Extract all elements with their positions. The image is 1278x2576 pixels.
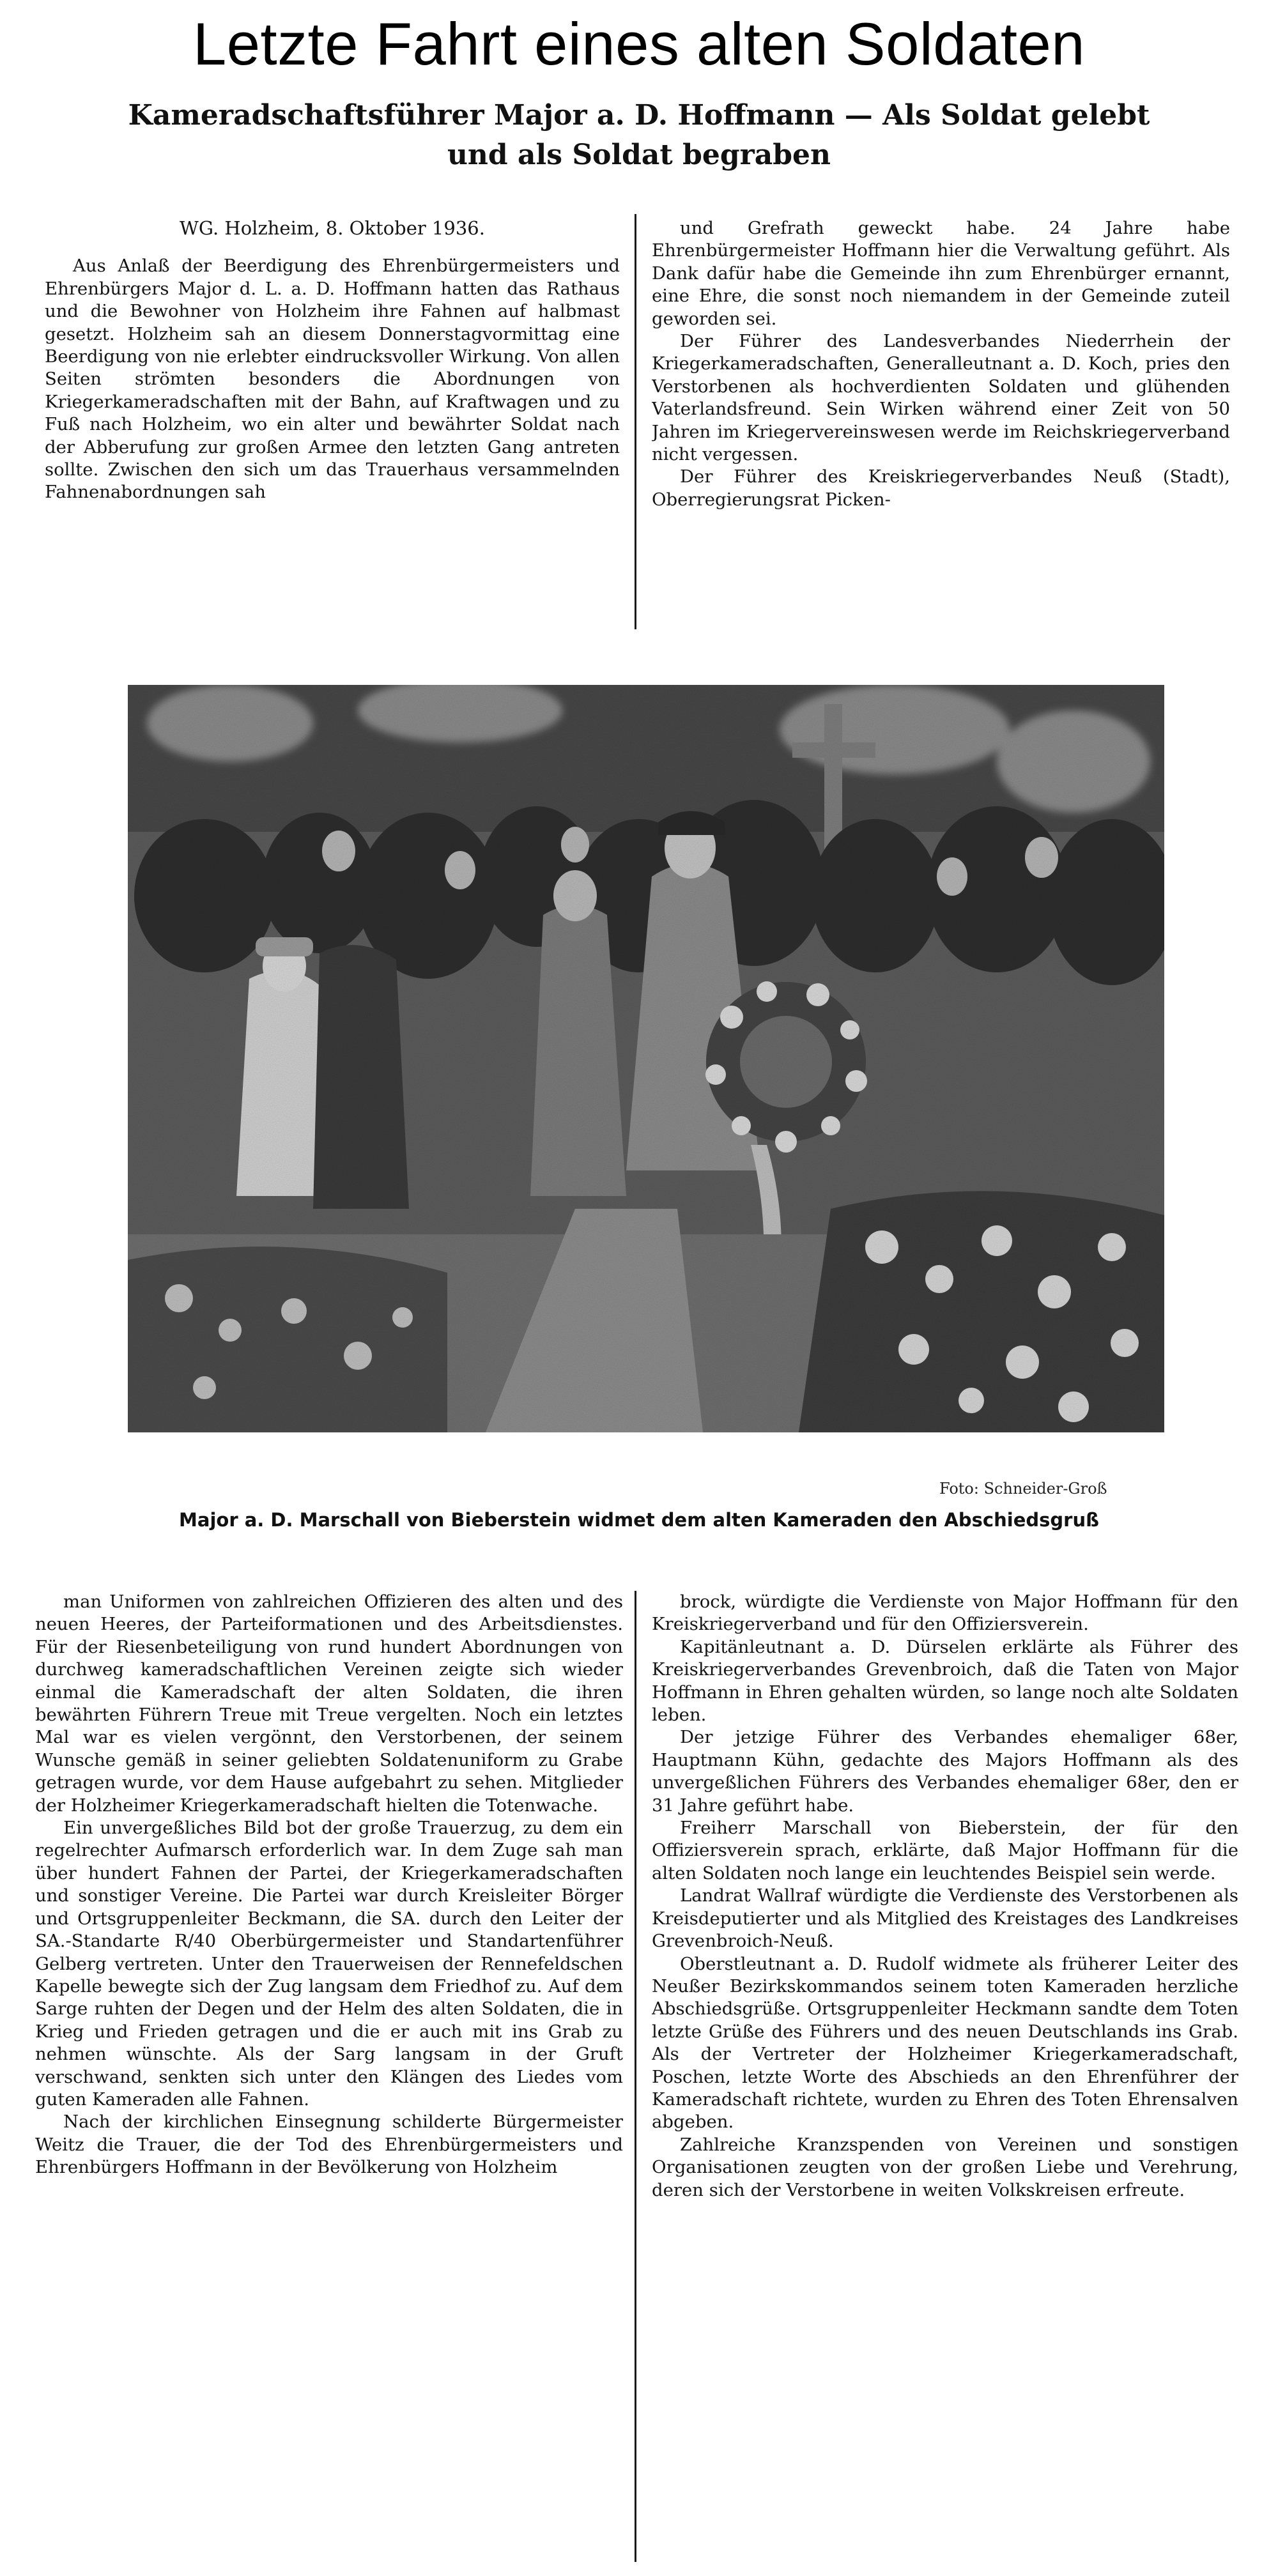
- bottom-right-column: [652, 1591, 1238, 2562]
- paragraph: Landrat Wallraf würdigte die Verdienste des Verstorbenen als Kreisdeputierter und als Mitglied des Kreistages des Landkreises Grevenbroich-Neuß.: [652, 1885, 1238, 1952]
- subtitle-line-2: und als Soldat begraben: [447, 139, 831, 171]
- photo-credit: Foto: Schneider-Groß: [939, 1480, 1107, 1498]
- paragraph: Ein unvergeßliches Bild bot der große Trauerzug, zu dem ein regelrechter Aufmarsch erforderlich war. In dem Zuge sah man über hundert Fahnen der Partei, der Kriegerkameradschaften und sonstiger Vereine. Die Partei war durch Kreisleiter Börger und Ortsgruppenleiter Beckmann, die SA. durch den Leiter der SA.-Standarte R/40 Oberbürgermeister und Standartenführer Gelberg vertreten. Unter den Trauerweisen der Rennefeldschen Kapelle bewegte sich der Zug langsam dem Friedhof zu. Auf dem Sarge ruhten der Degen und der Helm des alten Soldaten, die in Krieg und Frieden getragen und die er auch mit ins Grab zu nehmen wünschte. Als der Sarg langsam in der Gruft verschwand, senkten sich unter den Klängen des Liedes vom guten Kameraden alle Fahnen.: [35, 1818, 623, 2110]
- funeral-photo: [128, 685, 1164, 1432]
- paragraph: Aus Anlaß der Beerdigung des Ehrenbürgermeisters und Ehrenbürgers Major d. L. a. D. Hoffmann hatten das Rathaus und die Bewohner von Holzheim ihre Fahnen auf halbmast gesetzt. Holzheim sah an diesem Donnerstagvormittag eine Beerdigung von nie erlebter eindrucksvoller Wirkung. Von allen Seiten strömten besonders die Abordnungen von Kriegerkameradschaften mit der Bahn, auf Kraftwagen und zu Fuß nach Holzheim, wo ein alter und bewährter Soldat nach der Abberufung zur großen Armee den letzten Gang antreten sollte. Zwischen den sich um das Trauerhaus versammelnden Fahnenabordnungen sah: [45, 256, 620, 503]
- paragraph: Nach der kirchlichen Einsegnung schilderte Bürgermeister Weitz die Trauer, die der Tod des Ehrenbürgermeisters und Ehrenbürgers Hoffmann in der Bevölkerung von Holzheim: [35, 2112, 623, 2178]
- paragraph: Der jetzige Führer des Verbandes ehemaliger 68er, Hauptmann Kühn, gedachte des Majors Hoffmann als des unvergeßlichen Führers des Verbandes ehemaliger 68er, den er 31 Jahre geführt habe.: [652, 1727, 1238, 1816]
- paragraph: Zahlreiche Kranzspenden von Vereinen und sonstigen Organisationen zeugten von der großen Liebe und Verehrung, deren sich der Verstorbene in weiten Volkskreisen erfreute.: [652, 2134, 1238, 2200]
- bottom-left-column: [35, 1591, 623, 2562]
- paragraph: Kapitänleutnant a. D. Dürselen erklärte als Führer des Kreiskriegerverbandes Grevenbroich, daß die Taten von Major Hoffmann in Ehren gehalten würden, so lange noch alte Soldaten leben.: [652, 1636, 1238, 1726]
- subtitle-line-1: Kameradschaftsführer Major a. D. Hoffmann — Als Soldat gelebt: [128, 99, 1150, 132]
- page-title: Letzte Fahrt eines alten Soldaten: [192, 10, 1086, 77]
- dateline: WG. Holzheim, 8. Oktober 1936.: [180, 217, 485, 239]
- column-divider: [635, 1591, 636, 2562]
- paragraph: brock, würdigte die Verdienste von Major Hoffmann für den Kreiskriegerverband und für den Offiziersverein.: [652, 1591, 1238, 1635]
- photo-caption: Major a. D. Marschall von Bieberstein widmet dem alten Kameraden den Abschiedsgruß: [179, 1509, 1099, 1531]
- top-left-column: [45, 217, 620, 626]
- paragraph: Der Führer des Landesverbandes Niederrhein der Kriegerkameradschaften, Generalleutnant a. D. Koch, pries den Verstorbenen als hochverdienten Soldaten und glühenden Vaterlandsfreund. Sein Wirken während einer Zeit von 50 Jahren im Kriegervereinswesen werde im Reichskriegerverband nicht vergessen.: [652, 331, 1230, 465]
- funeral-photo-image: [128, 685, 1164, 1432]
- paragraph: man Uniformen von zahlreichen Offizieren des alten und des neuen Heeres, der Parteiformationen und des Arbeitsdienstes. Für der Riesenbeteiligung von rund hundert Abordnungen von durchweg kameradschaftlichen Vereinen zeigte sich wieder einmal die Kameradschaft der alten Soldaten, die ihren bewährten Führern Treue mit Treue vergelten. Noch ein letztes Mal war es vielen vergönnt, den Verstorbenen, der seinem Wunsche gemäß in seiner geliebten Soldatenuniform zu Grabe getragen wurde, vor dem Hause aufgebahrt zu sehen. Mitglieder der Holzheimer Kriegerkameradschaft hielten die Totenwache.: [35, 1591, 623, 1816]
- paragraph: Freiherr Marschall von Bieberstein, der für den Offiziersverein sprach, erklärte, daß Major Hoffmann für die alten Soldaten noch lange ein leuchtendes Beispiel sein werde.: [652, 1818, 1238, 1883]
- paragraph: Der Führer des Kreiskriegerverbandes Neuß (Stadt), Oberregierungsrat Picken-: [652, 466, 1230, 510]
- top-right-column: [652, 217, 1230, 626]
- paragraph: Oberstleutnant a. D. Rudolf widmete als früherer Leiter des Neußer Bezirkskommandos seinem toten Kameraden herzliche Abschiedsgrüße. Ortsgruppenleiter Heckmann sandte dem Toten letzte Grüße des Führers und des neuen Deutschlands ins Grab. Als der Vertreter der Holzheimer Kriegerkameradschaft, Poschen, letzte Worte des Abschieds an den Ehrenführer der Kameradschaft richtete, wurden zu Ehren des Toten Ehrensalven abgeben.: [652, 1953, 1238, 2133]
- article-subtitle: [128, 96, 1150, 175]
- paragraph: und Grefrath geweckt habe. 24 Jahre habe Ehrenbürgermeister Hoffmann hier die Verwaltung geführt. Als Dank dafür habe die Gemeinde ihn zum Ehrenbürger ernannt, eine Ehre, die sonst noch niemandem in der Gemeinde zuteil geworden sei.: [652, 218, 1230, 329]
- column-divider: [635, 214, 636, 629]
